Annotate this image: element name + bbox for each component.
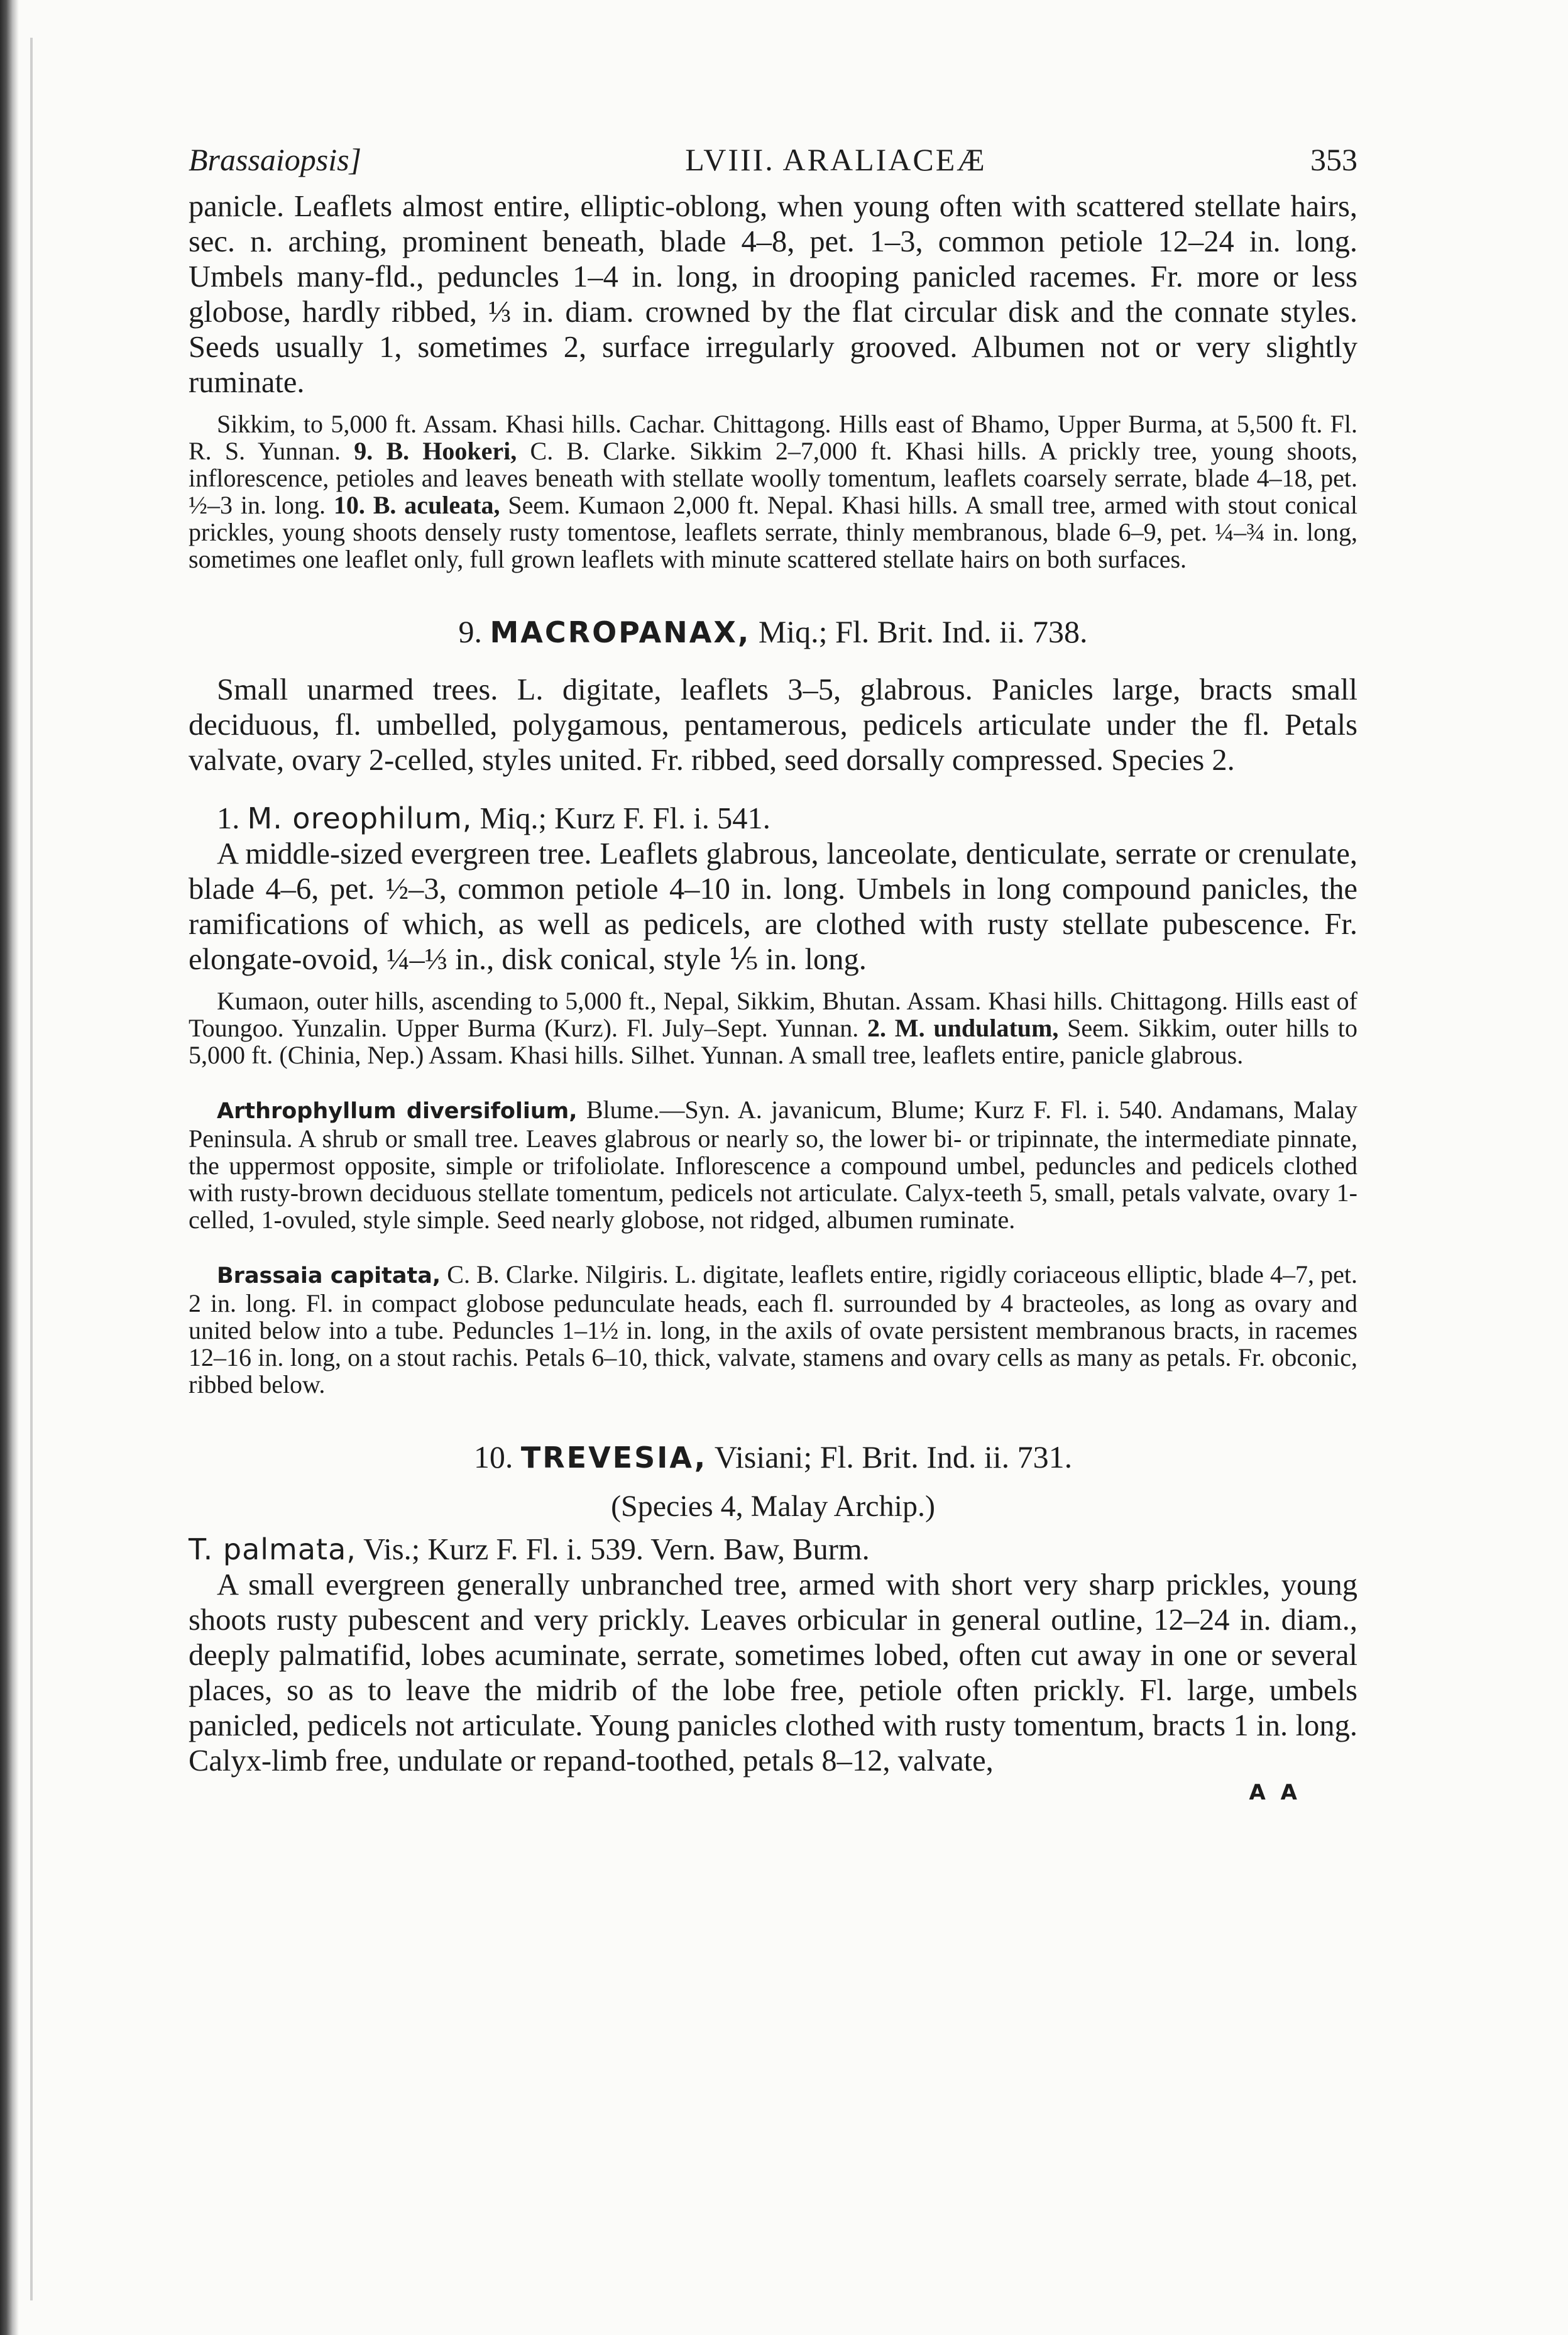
binding-margin-line xyxy=(30,38,33,2300)
distribution-text: Kumaon, outer hills, ascending to 5,000 ft., Nepal, Sikkim, Bhutan. Assam. Khasi hills. Chittagong. Hills east of Toungoo. Yunzalin. Upper Burma (Kurz). Fl. July–Sept. Yunnan. xyxy=(189,987,1357,1042)
species-heading-palmata xyxy=(189,1532,1357,1568)
aculeata-text: Seem. Kumaon 2,000 ft. Nepal. Khasi hills. A small tree, armed with stout conical prickles, young shoots densely rusty tomentose, leaflets serrate, thinly membranous, blade 6–9, pet. ¼–¾ in. long, sometimes one leaflet only, full grown leaflets with minute scattered stellate hairs on both surfaces. xyxy=(189,491,1358,573)
genus-number: 10. xyxy=(473,1439,513,1475)
book-page xyxy=(189,141,1357,1805)
genus-citation: Visiani; Fl. Brit. Ind. ii. 731. xyxy=(714,1439,1073,1475)
note-text: Blume.—Syn. A. javanicum, Blume; Kurz F. Fl. i. 540. Andamans, Malay Peninsula. A shrub or small tree. Leaves glabrous or nearly so, the lower bi- or tripinnate, the intermediate pinnate, the uppermost opposite, simple or trifoliolate. Inflorescence a compound umbel, peduncles and pedicels clothed with rusty-brown deciduous stellate tomentum, pedicels not articulate. Calyx-teeth 5, small, petals valvate, ovary 1-celled, 1-ovuled, style simple. Seed nearly globose, not ridged, albumen ruminate. xyxy=(189,1096,1358,1234)
note-genus-name: Arthrophyllum diversifolium, xyxy=(217,1099,578,1124)
binding-shadow xyxy=(0,0,19,2335)
species-label-aculeata: 10. B. aculeata, xyxy=(333,491,500,519)
genus-description: Small unarmed trees. L. digitate, leaflets 3–5, glabrous. Panicles large, bracts small deciduous, fl. umbelled, polygamous, pentamerous, pedicels articulate under the fl. Petals valvate, ovary 2-celled, styles united. Fr. ribbed, seed dorsally compressed. Species 2. xyxy=(189,673,1357,777)
header-genus-range: Brassaiopsis] xyxy=(189,142,362,177)
species-name: T. palmata, xyxy=(189,1532,356,1566)
header-family: LVIII. ARALIACEÆ xyxy=(685,142,987,177)
genus-citation: Miq.; Fl. Brit. Ind. ii. 738. xyxy=(758,614,1088,649)
hookeri-text: C. B. Clarke. Sikkim 2–7,000 ft. Khasi hills. A prickly tree, young shoots, inflorescence, petioles and leaves beneath with stellate woolly tomentum, leaflets coarsely serrate, blade 4–18, pet. ½–3 in. long. xyxy=(189,437,1358,519)
species-label-hookeri: 9. B. Hookeri, xyxy=(354,437,517,465)
page-number: 353 xyxy=(1310,142,1357,177)
species-description: A middle-sized evergreen tree. Leaflets glabrous, lanceolate, denticulate, serrate or crenulate, blade 4–6, pet. ½–3, common petiole 4–10 in. long. Umbels in long compound panicles, the ramifications of which, as well as pedicels, are clothed with rusty stellate pubescence. Fr. elongate-ovoid, ¼–⅓ in., disk conical, style ⅕ in. long. xyxy=(189,837,1357,976)
species-distribution xyxy=(189,987,1357,1069)
species-number: 1. xyxy=(217,802,240,835)
note-arthrophyllum xyxy=(189,1096,1357,1233)
species-description: A small evergreen generally unbranched tree, armed with short very sharp prickles, young shoots rusty pubescent and very prickly. Leaves orbicular in general outline, 12–24 in. diam., deeply palmatifid, lobes acuminate, serrate, sometimes lobed, often cut away in one or several places, so as to leave the midrib of the lobe free, petiole often prickly. Fl. large, umbels panicled, pedicels not articulate. Young panicles clothed with rusty tomentum, bracts 1 in. long. Calyx-limb free, undulate or repand-toothed, petals 8–12, valvate, xyxy=(189,1568,1357,1777)
genus-number: 9. xyxy=(458,614,483,649)
printer-signature-mark: A A xyxy=(1249,1780,1301,1805)
genus-name: MACROPANAX, xyxy=(490,615,751,649)
distribution-text: Sikkim, to 5,000 ft. Assam. Khasi hills. Cachar. Chittagong. Hills east of Bhamo, Upper Burma, at 5,500 ft. Fl. R. S. Yunnan. xyxy=(189,410,1357,465)
species-citation: Miq.; Kurz F. Fl. i. 541. xyxy=(480,802,770,835)
genus-heading-trevesia xyxy=(189,1438,1357,1476)
continuation-distribution xyxy=(189,410,1357,573)
genus-name: TREVESIA, xyxy=(520,1441,708,1475)
undulatum-text: Seem. Sikkim, outer hills to 5,000 ft. (Chinia, Nep.) Assam. Khasi hills. Silhet. Yunnan. A small tree, leaflets entire, panicle glabrous. xyxy=(189,1014,1357,1069)
species-citation: Vis.; Kurz F. Fl. i. 539. Vern. Baw, Burm. xyxy=(363,1533,870,1566)
running-header xyxy=(189,141,1357,178)
species-heading-oreophilum xyxy=(189,801,1357,837)
note-genus-name: Brassaia capitata, xyxy=(217,1263,441,1288)
continuation-paragraph: panicle. Leaflets almost entire, elliptic-oblong, when young often with scattered stellate hairs, sec. n. arching, prominent beneath, blade 4–8, pet. 1–3, common petiole 12–24 in. long. Umbels many-fld., peduncles 1–4 in. long, in drooping panicled racemes. Fr. more or less globose, hardly ribbed, ⅓ in. diam. crowned by the flat circular disk and the connate styles. Seeds usually 1, sometimes 2, surface irregularly grooved. Albumen not or very slightly ruminate. xyxy=(189,190,1357,399)
note-text: C. B. Clarke. Nilgiris. L. digitate, leaflets entire, rigidly coriaceous elliptic, blade 4–7, pet. 2 in. long. Fl. in compact globose pedunculate heads, each fl. surrounded by 4 bracteoles, as long as ovary and united below into a tube. Peduncles 1–1½ in. long, in the axils of ovate persistent membranous bracts, in racemes 12–16 in. long, on a stout rachis. Petals 6–10, thick, valvate, stamens and ovary cells as many as petals. Fr. obconic, ribbed below. xyxy=(189,1260,1357,1398)
species-label-undulatum: 2. M. undulatum, xyxy=(867,1014,1059,1042)
genus-heading-macropanax xyxy=(189,613,1357,651)
genus-species-count: (Species 4, Malay Archip.) xyxy=(611,1490,935,1523)
species-name: M. oreophilum, xyxy=(247,801,473,835)
note-brassaia xyxy=(189,1261,1357,1398)
